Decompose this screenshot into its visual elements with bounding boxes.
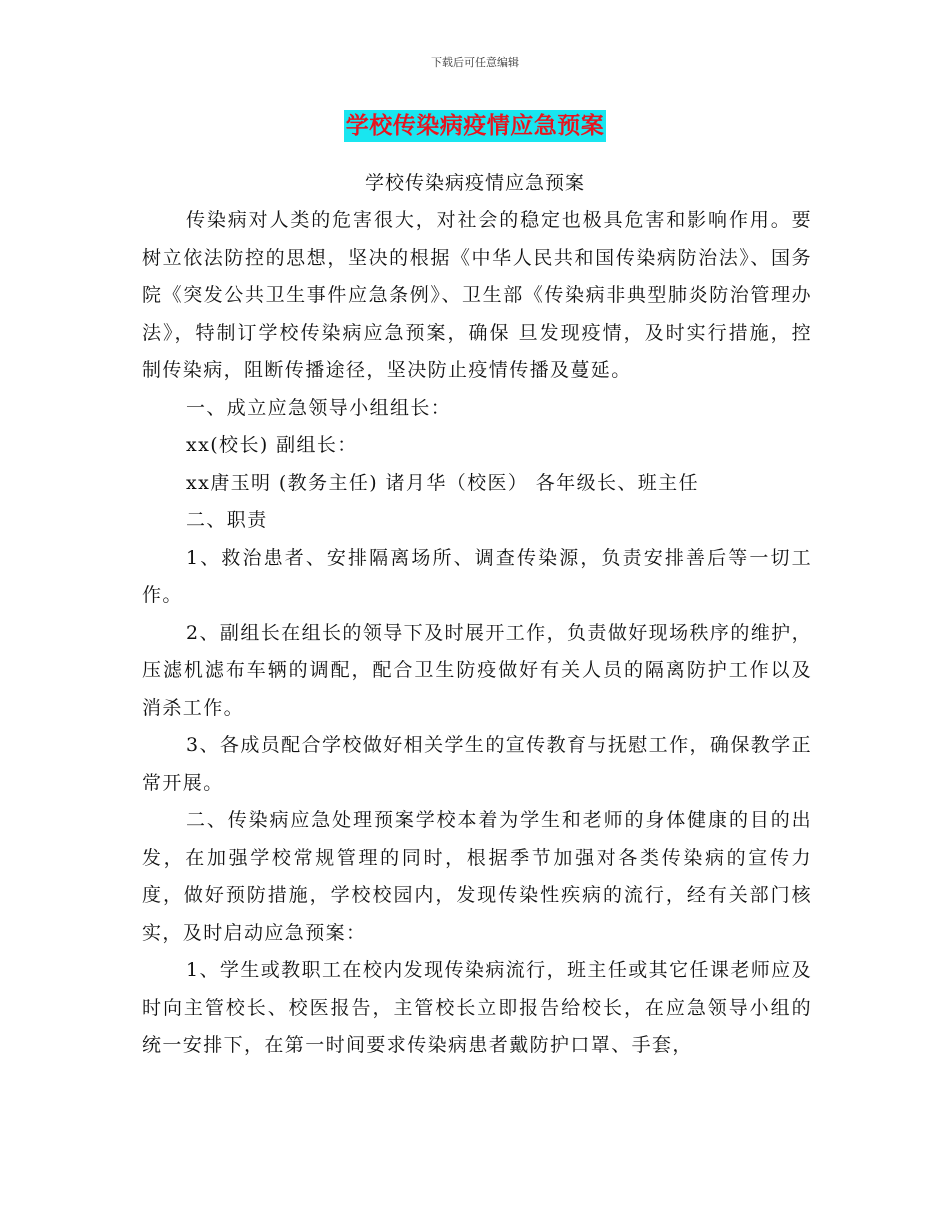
paragraph-plan: 二、传染病应急处理预案学校本着为学生和老师的身体健康的目的出发，在加强学校常规管理的同时，根据季节加强对各类传染病的宣传力度，做好预防措施，学校校园内，发现传染性疾病的流行，经有关部门核实，及时启动应急预案： [142, 809, 812, 944]
document-title-container [0, 110, 950, 142]
paragraph-duty-item: 1、救治患者、安排隔离场所、调查传染源，负责安排善后等一切工作。 [142, 546, 812, 606]
page-header-note: 下载后可任意编辑 [431, 56, 519, 69]
paragraph-section-heading: 一、成立应急领导小组组长： [186, 396, 452, 419]
document-title: 学校传染病疫情应急预案 [344, 110, 607, 142]
paragraph-duty-item: 2、副组长在组长的领导下及时展开工作，负责做好现场秩序的维护，压滤机滤布车辆的调配，配合卫生防疫做好有关人员的隔离防护工作以及消杀工作。 [142, 621, 812, 719]
paragraph-section-heading: 二、职责 [186, 509, 268, 531]
paragraph-leader: xx(校长) 副组长： [186, 434, 358, 456]
paragraph-members: xx唐玉明 (教务主任) 诸月华（校医） 各年级长、班主任 [186, 471, 699, 494]
paragraph-plan-item: 1、学生或教职工在校内发现传染病流行，班主任或其它任课老师应及时向主管校长、校医报告，主管校长立即报告给校长，在应急领导小组的统一安排下，在第一时间要求传染病患者戴防护口罩、手套， [142, 959, 812, 1056]
document-body [142, 202, 812, 1065]
document-subtitle: 学校传染病疫情应急预案 [364, 172, 585, 194]
paragraph-duty-item: 3、各成员配合学校做好相关学生的宣传教育与抚慰工作，确保教学正常开展。 [142, 734, 812, 794]
paragraph-intro: 传染病对人类的危害很大，对社会的稳定也极具危害和影响作用。要树立依法防控的思想，坚决的根据《中华人民共和国传染病防治法》、国务院《突发公共卫生事件应急条例》、卫生部《传染病非典型肺炎防治管理办法》，特制订学校传染病应急预案，确保 旦发现疫情，及时实行措施，控制传染病，阻断传播途径，坚决防止疫情传播及蔓延。 [142, 209, 812, 381]
